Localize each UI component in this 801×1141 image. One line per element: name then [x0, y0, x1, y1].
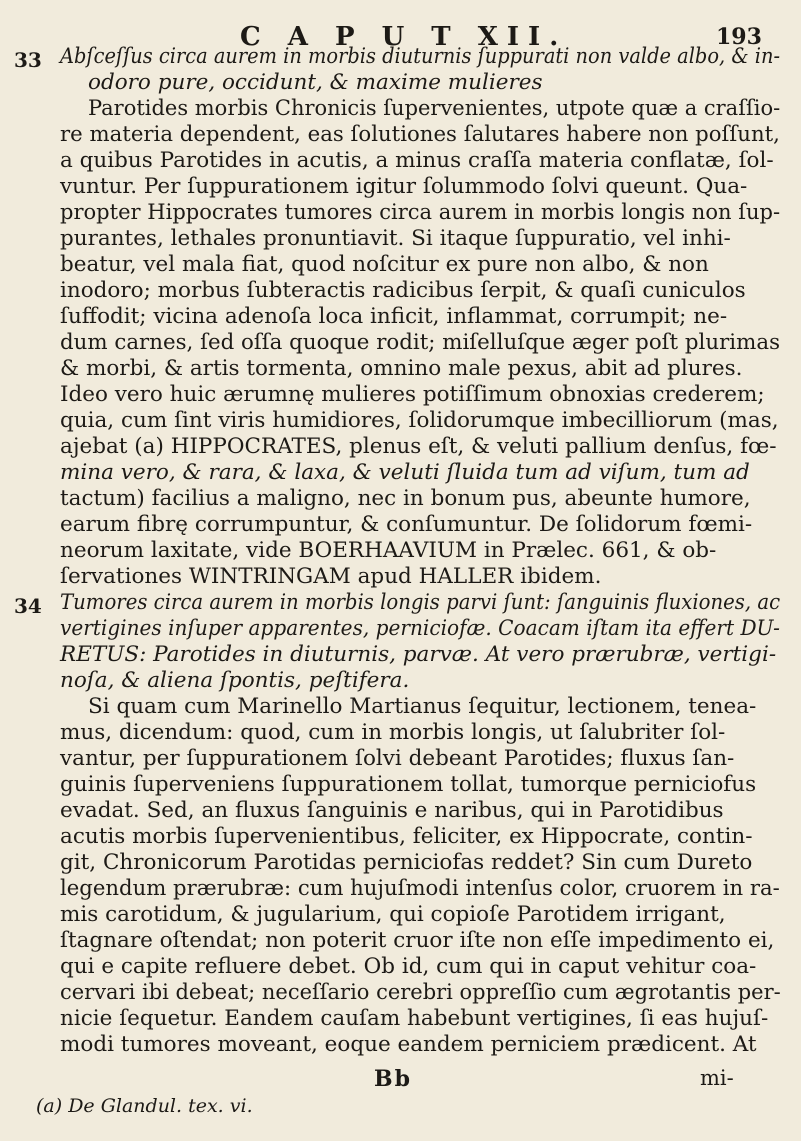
body-line: earum fibrę corrumpuntur, & conſumuntur. De ſolidorum fœmi-: [60, 512, 753, 537]
section-number: 33: [14, 48, 42, 72]
section-heading-line: Abſceſſus circa aurem in morbis diuturnis ſuppurati non valde albo, & in-: [60, 44, 781, 69]
body-line: Parotides morbis Chronicis ſupervenientes, utpote quæ a craſſio-: [88, 96, 781, 121]
section-heading-line: noſa, & aliena ſpontis, peſtifera.: [60, 668, 410, 693]
body-line: mis carotidum, & jugularium, qui copioſe Parotidem irrigant,: [60, 902, 726, 927]
body-line: ajebat (a) HIPPOCRATES, plenus eſt, & veluti pallium denſus, fœ-: [60, 434, 777, 459]
running-title: C A P U T XII.: [240, 22, 568, 52]
body-line: qui e capite refluere debet. Ob id, cum qui in caput vehitur coa-: [60, 954, 757, 979]
body-line: cervari ibi debeat; neceſſario cerebri oppreſſio cum ægrotantis per-: [60, 980, 781, 1005]
page-number: 193: [716, 24, 762, 50]
body-line: acutis morbis ſupervenientibus, feliciter, ex Hippocrate, contin-: [60, 824, 753, 849]
body-line: legendum prærubræ: cum hujuſmodi intenſus color, cruorem in ra-: [60, 876, 780, 901]
body-line: mina vero, & rara, & laxa, & veluti ſluida tum ad viſum, tum ad: [60, 460, 750, 485]
body-line: a quibus Parotides in acutis, a minus craſſa materia conflatæ, ſol-: [60, 148, 774, 173]
body-line: vuntur. Per ſuppurationem igitur ſolummodo ſolvi queunt. Qua-: [60, 174, 748, 199]
body-line: dum carnes, ſed oſſa quoque rodit; miſelluſque æger poſt plurimas: [60, 330, 781, 355]
body-line: Ideo vero huic ærumnę mulieres potiſſimum obnoxias crederem;: [60, 382, 765, 407]
footnote: (a) De Glandul. tex. vi.: [36, 1095, 253, 1117]
body-line: ſtagnare oſtendat; non poterit cruor iſte non eſſe impedimento ei,: [60, 928, 775, 953]
body-line: evadat. Sed, an fluxus ſanguinis e naribus, qui in Parotidibus: [60, 798, 724, 823]
body-line: vantur, per ſuppurationem ſolvi debeant Parotides; fluxus ſan-: [60, 746, 735, 771]
body-line: ſuffodit; vicina adenoſa loca inficit, inflammat, corrumpit; ne-: [60, 304, 728, 329]
body-line: tactum) facilius a maligno, nec in bonum pus, abeunte humore,: [60, 486, 751, 511]
body-line: git, Chronicorum Parotidas perniciofas reddet? Sin cum Dureto: [60, 850, 753, 875]
body-line: guinis ſuperveniens ſuppurationem tollat, tumorque perniciofus: [60, 772, 757, 797]
body-line: re materia dependent, eas ſolutiones ſalutares habere non poſſunt,: [60, 122, 780, 147]
section-heading-line: Tumores circa aurem in morbis longis parvi ſunt: ſanguinis fluxiones, ac: [60, 590, 781, 615]
section-heading-line: odoro pure, occidunt, & maxime mulieres: [88, 70, 543, 95]
body-line: & morbi, & artis tormenta, omnino male pexus, abit ad plures.: [60, 356, 743, 381]
body-line: modi tumores moveant, eoque eandem perniciem prædicent. At: [60, 1032, 757, 1057]
section-number: 34: [14, 594, 42, 618]
body-line: inodoro; morbus ſubteractis radicibus ſerpit, & quaſi cuniculos: [60, 278, 746, 303]
body-line: purantes, lethales pronuntiavit. Si itaque ſuppuratio, vel inhi-: [60, 226, 731, 251]
body-line: nicie ſequetur. Eandem cauſam habebunt vertigines, ſi eas hujuſ-: [60, 1006, 769, 1031]
body-line: quia, cum ſint viris humidiores, ſolidorumque imbecilliorum (mas,: [60, 408, 779, 433]
section-heading-line: RETUS: Parotides in diuturnis, parvæ. At vero prærubræ, vertigi-: [60, 642, 777, 667]
body-line: beatur, vel mala fiat, quod noſcitur ex pure non albo, & non: [60, 252, 709, 277]
signature-mark: Bb: [374, 1066, 412, 1092]
body-line: propter Hippocrates tumores circa aurem in morbis longis non ſup-: [60, 200, 781, 225]
catchword: mi-: [700, 1066, 734, 1090]
section-heading-line: vertigines inſuper apparentes, perniciofæ. Coacam iſtam ita effert DU-: [60, 616, 780, 641]
body-line: Si quam cum Marinello Martianus ſequitur, lectionem, tenea-: [88, 694, 757, 719]
body-line: ſervationes WINTRINGAM apud HALLER ibidem.: [60, 564, 602, 589]
body-line: mus, dicendum: quod, cum in morbis longis, ut ſalubriter ſol-: [60, 720, 726, 745]
body-line: neorum laxitate, vide BOERHAAVIUM in Prælec. 661, & ob-: [60, 538, 717, 563]
